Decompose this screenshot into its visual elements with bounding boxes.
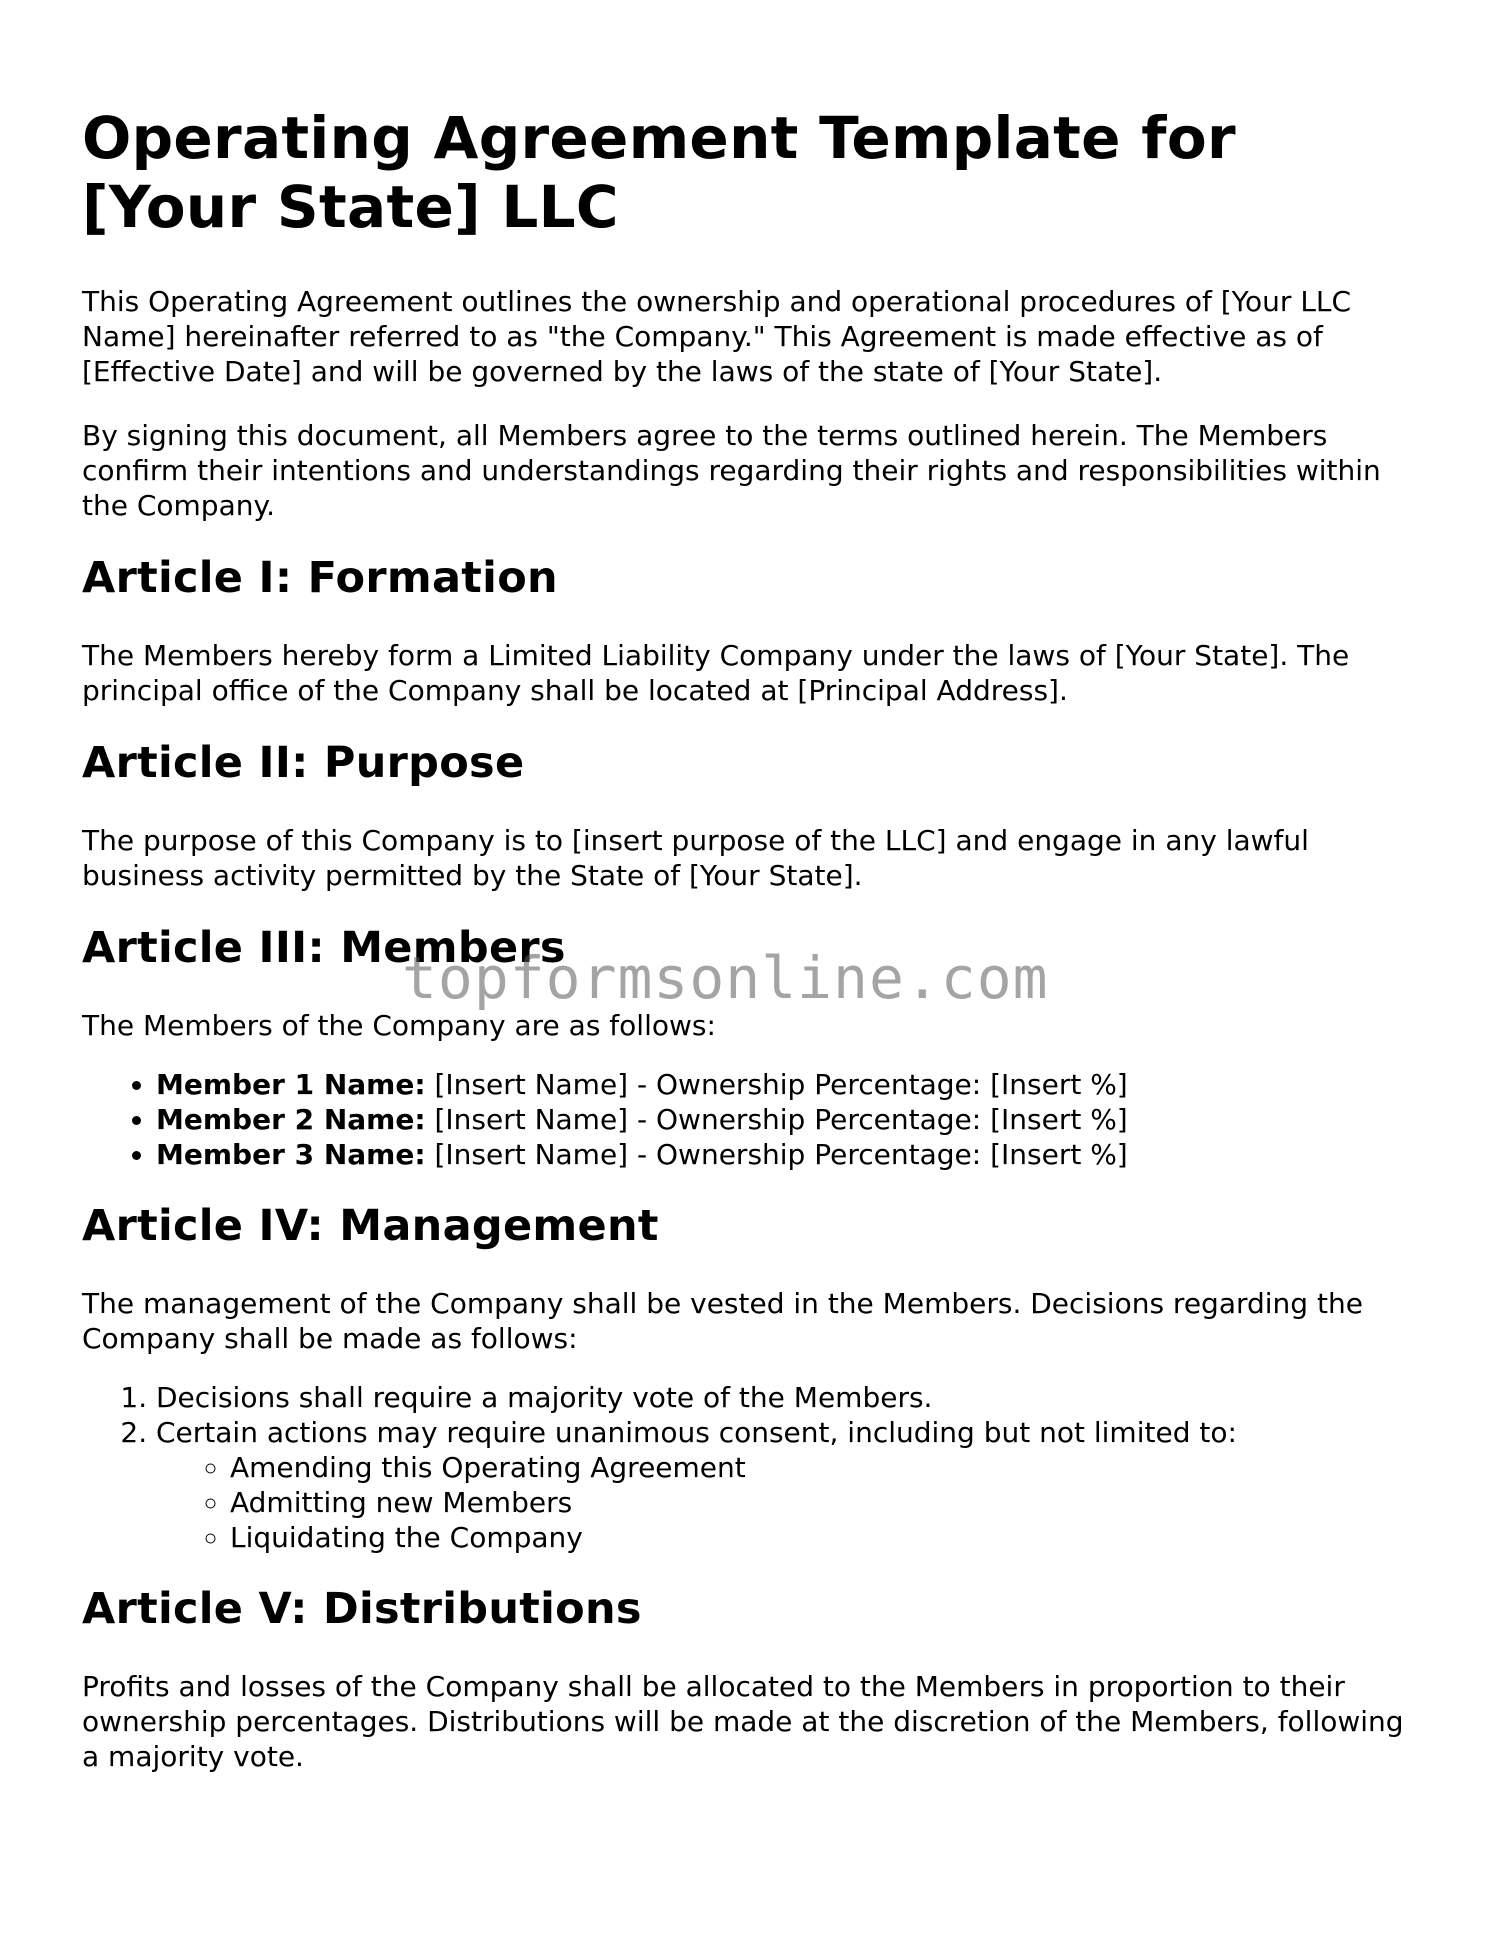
members-list	[82, 1067, 1422, 1172]
list-item	[156, 1137, 1422, 1172]
list-item: ◦ Amending this Operating Agreement	[230, 1450, 1422, 1485]
decisions-list	[82, 1380, 1422, 1555]
unanimous-consent-list	[156, 1450, 1422, 1555]
management-text: The management of the Company shall be vested in the Members. Decisions regarding the Company shall be made as follows:	[82, 1287, 1363, 1355]
intro-paragraph: By signing this document, all Members agree to the terms outlined herein. The Members confirm their intentions and understandings regarding their rights and responsibilities within the Company.	[82, 419, 1381, 522]
watermark: topformsonline.com	[402, 944, 1049, 1012]
article-heading-formation: Article I: Formation	[82, 553, 558, 603]
member-value: [Insert Name] - Ownership Percentage: [Insert %]	[425, 1138, 1128, 1171]
document-page	[82, 104, 1422, 1803]
article-heading-members: Article III: Members	[82, 923, 566, 973]
list-item: ◦ Admitting new Members	[230, 1485, 1422, 1520]
list-item: 2. Certain actions may require unanimous consent, including but not limited to: ◦ Amending this Operating Agreement ◦ Admitting new Members ◦ Liquidating the Company	[156, 1415, 1422, 1555]
member-value: [Insert Name] - Ownership Percentage: [Insert %]	[425, 1068, 1128, 1101]
members-text: The Members of the Company are as follows:	[82, 1009, 716, 1042]
list-item	[156, 1102, 1422, 1137]
member-label: Member 3 Name:	[156, 1138, 426, 1171]
article-heading-distributions: Article V: Distributions	[82, 1584, 642, 1634]
intro-paragraph: This Operating Agreement outlines the ownership and operational procedures of [Your LLC Name] hereinafter referred to as "the Company." This Agreement is made effective as of [Effective Date] and will be governed by the laws of the state of [Your State].	[82, 285, 1352, 388]
distributions-text: Profits and losses of the Company shall be allocated to the Members in proportion to their ownership percentages. Distributions will be made at the discretion of the Members, following a majority vote.	[82, 1670, 1404, 1773]
list-item: ◦ Liquidating the Company	[230, 1520, 1422, 1555]
member-value: [Insert Name] - Ownership Percentage: [Insert %]	[425, 1103, 1128, 1136]
document-title: Operating Agreement Template for [Your State] LLC	[82, 104, 1236, 241]
article-heading-purpose: Article II: Purpose	[82, 738, 525, 788]
member-label: Member 1 Name:	[156, 1068, 426, 1101]
article-heading-management: Article IV: Management	[82, 1201, 659, 1251]
member-label: Member 2 Name:	[156, 1103, 426, 1136]
formation-text: The Members hereby form a Limited Liability Company under the laws of [Your State]. The principal office of the Company shall be located at [Principal Address].	[82, 639, 1350, 707]
list-item: 1. Decisions shall require a majority vote of the Members.	[156, 1380, 1422, 1415]
list-item	[156, 1067, 1422, 1102]
purpose-text: The purpose of this Company is to [insert purpose of the LLC] and engage in any lawful business activity permitted by the State of [Your State].	[82, 824, 1309, 892]
